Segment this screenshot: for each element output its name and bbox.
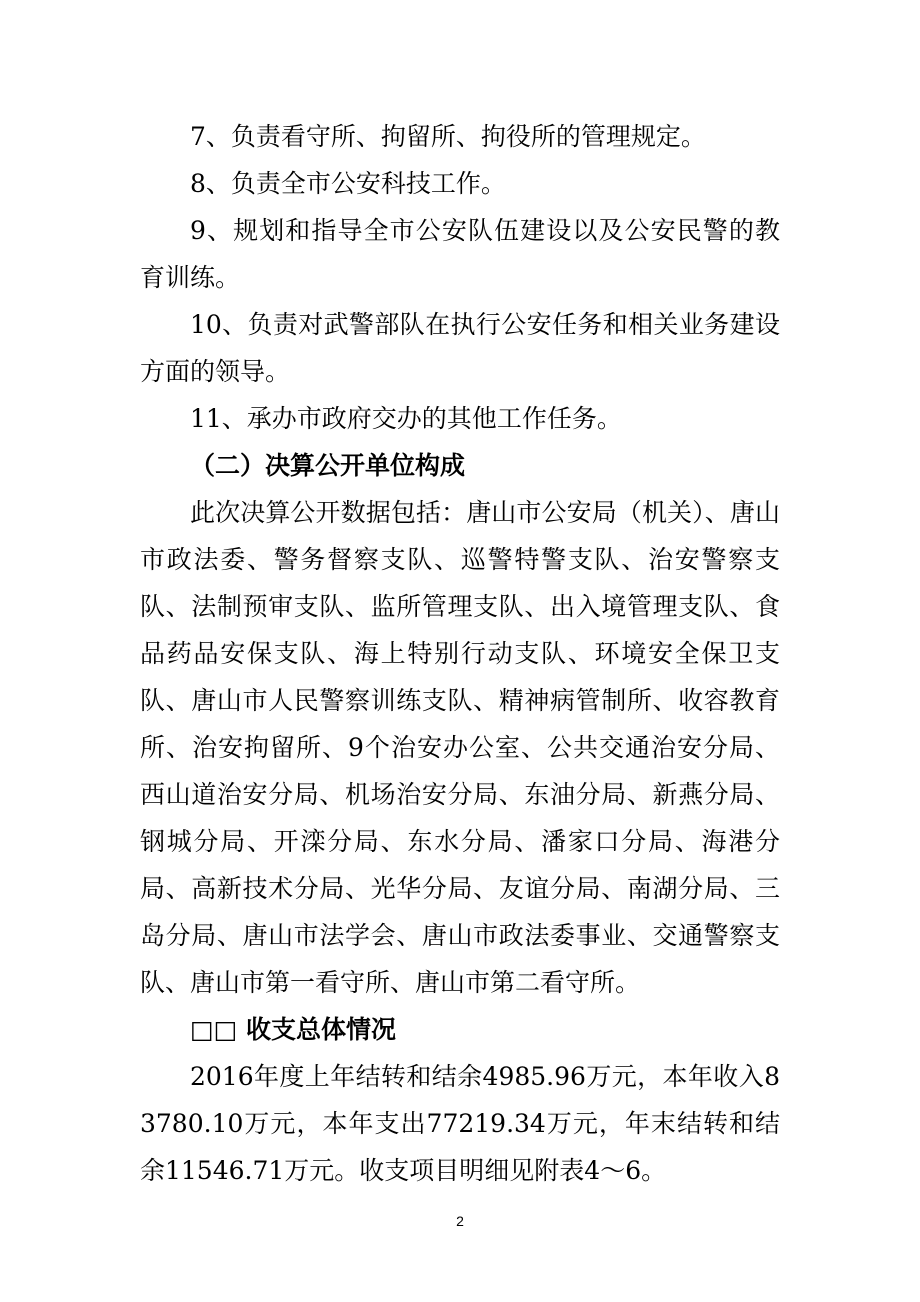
section-heading-units: （二）决算公开单位构成 <box>190 451 466 480</box>
page-number: 2 <box>456 1213 464 1229</box>
paragraph-duty-9: 9、规划和指导全市公安队伍建设以及公安民警的教育训练。 <box>140 216 780 292</box>
paragraph-duty-11: 11、承办市政府交办的其他工作任务。 <box>190 404 622 433</box>
paragraph-duty-10: 10、负责对武警部队在执行公安任务和相关业务建设方面的领导。 <box>140 310 780 386</box>
paragraph-unit-list: 此次决算公开数据包括：唐山市公安局（机关）、唐山市政法委、警务督察支队、巡警特警支队、治安警察支队、法制预审支队、监所管理支队、出入境管理支队、食品药品安保支队、海上特别行动支队、环境安全保卫支队、唐山市人民警察训练支队、精神病管制所、收容教育所、治安拘留所、9个治安办公室、公共交通治安分局、西山道治安分局、机场治安分局、东油分局、新燕分局、钢城分局、开滦分局、东水分局、潘家口分局、海港分局、高新技术分局、光华分局、友谊分局、南湖分局、三岛分局、唐山市法学会、唐山市政法委事业、交通警察支队、唐山市第一看守所、唐山市第二看守所。 <box>140 498 780 997</box>
paragraph-duty-7: 7、负责看守所、拘留所、拘役所的管理规定。 <box>190 122 706 151</box>
section-heading-overview: □□ 收支总体情况 <box>190 1015 396 1044</box>
paragraph-budget-summary: 2016年度上年结转和结余4985.96万元，本年收入83780.10万元，本年支出77219.34万元，年末结转和结余11546.71万元。收支项目明细见附表4～6。 <box>140 1062 780 1185</box>
document-body <box>140 113 780 1194</box>
paragraph-duty-8: 8、负责全市公安科技工作。 <box>190 169 506 198</box>
